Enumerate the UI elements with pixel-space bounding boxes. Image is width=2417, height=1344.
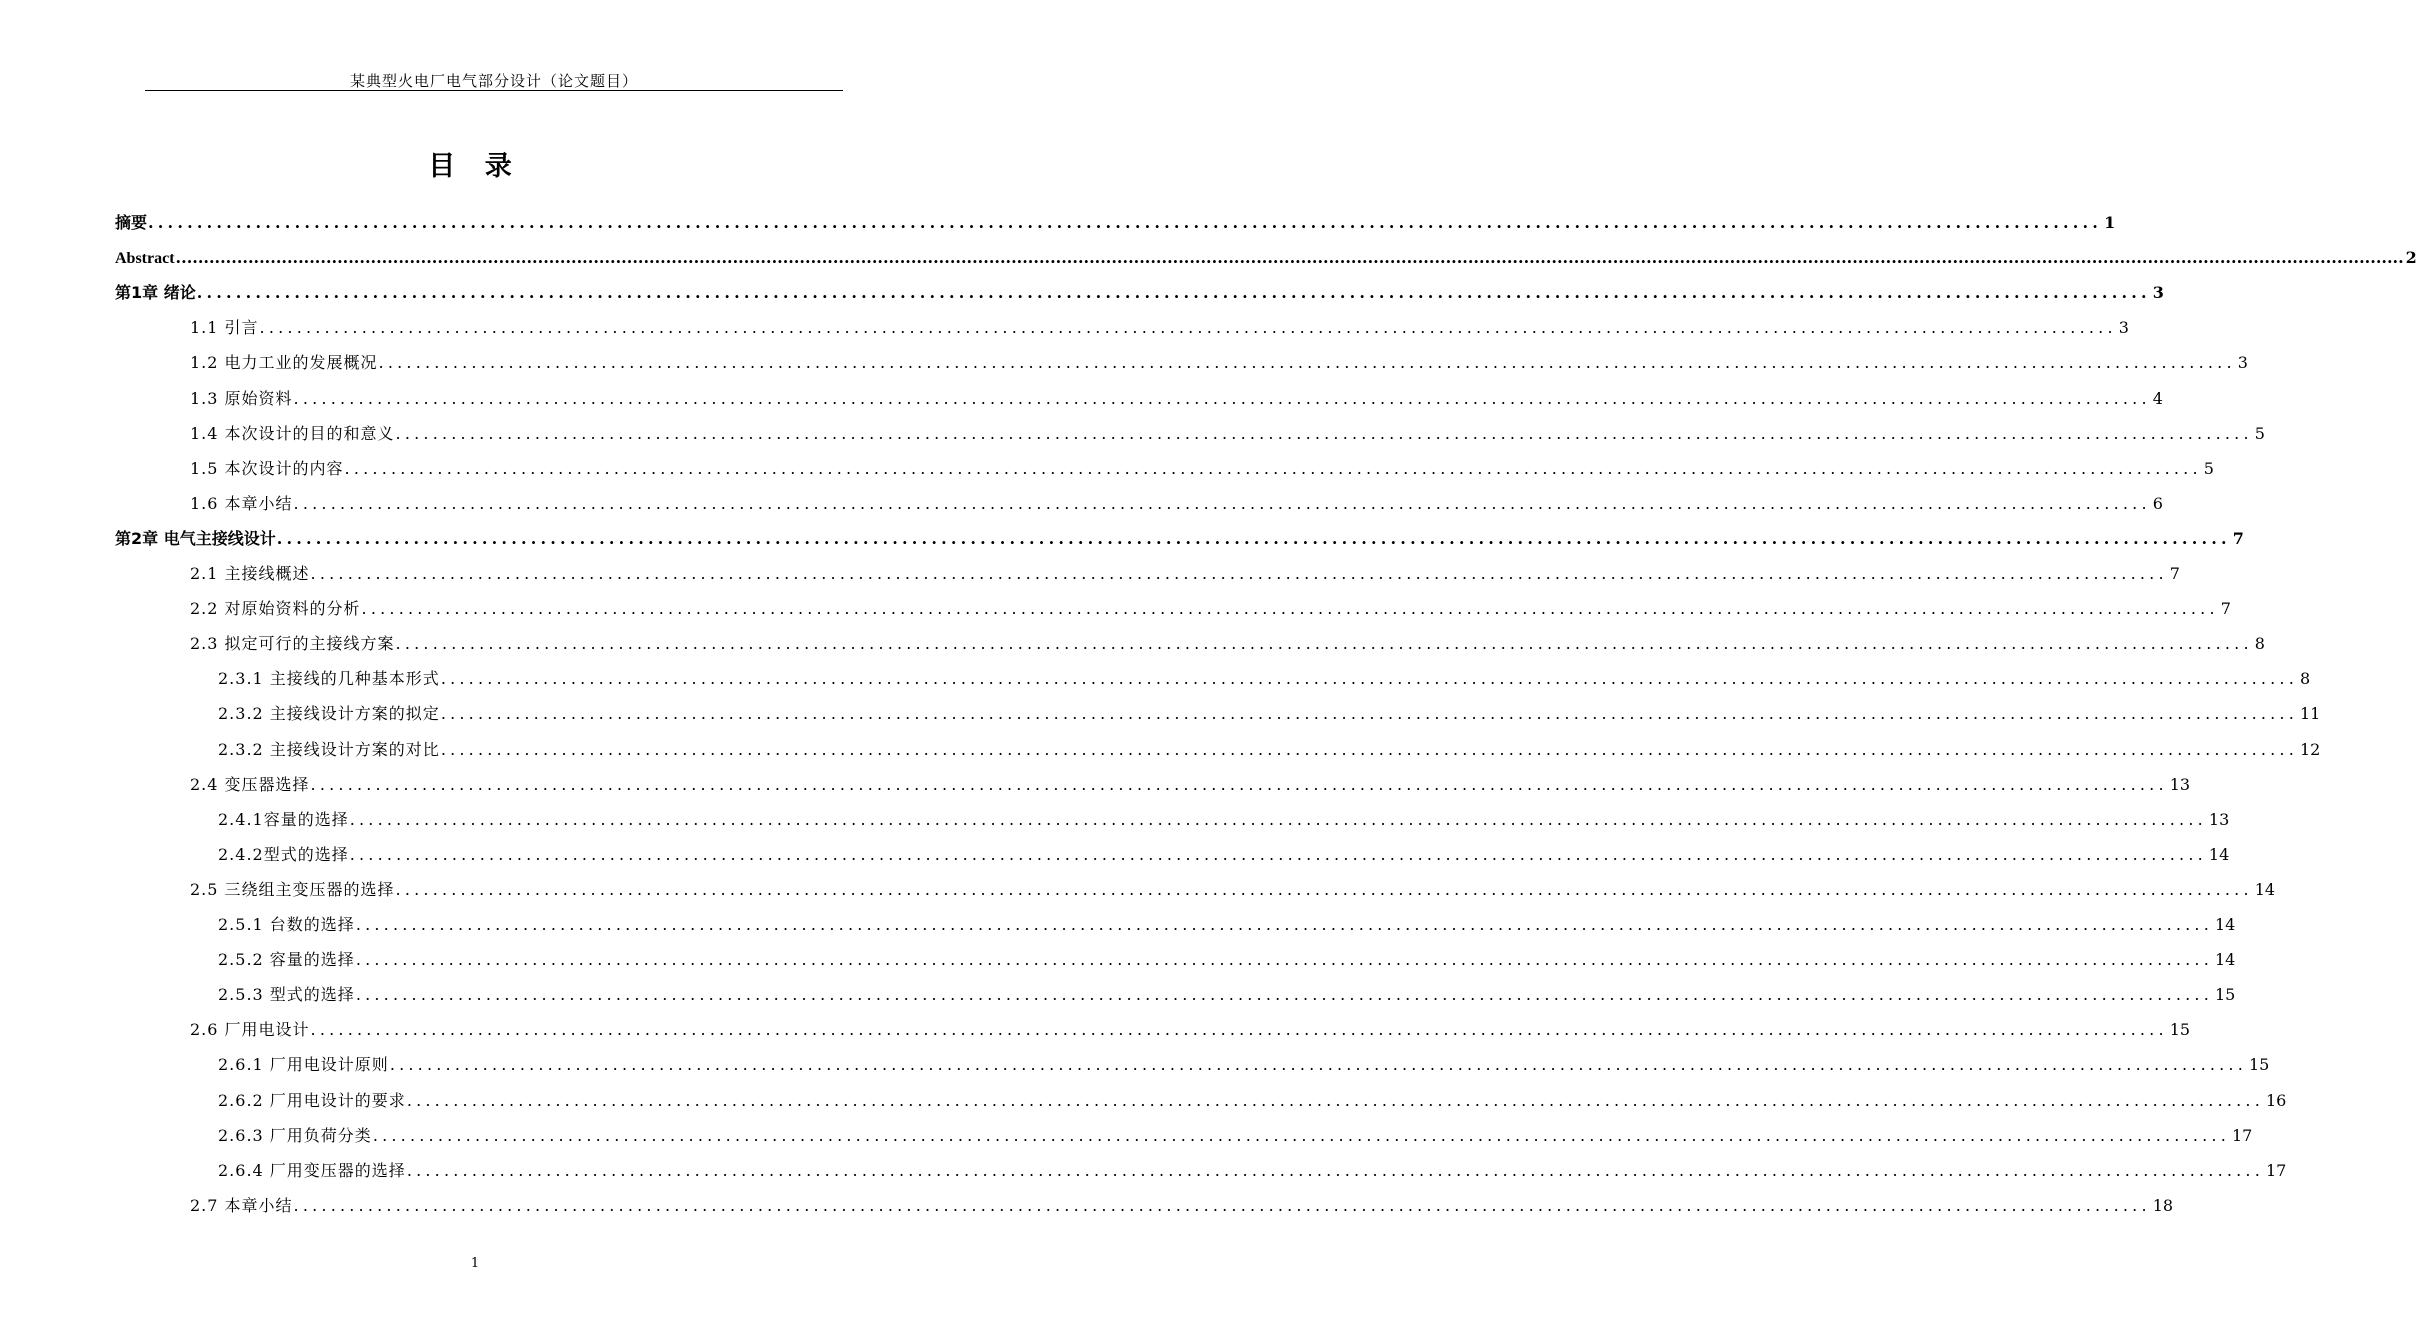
toc-dot-leader: ........................................................................................................................................................................................................: [355, 915, 2213, 934]
toc-page-number: 13: [2169, 774, 2191, 794]
toc-entry-title: 2.1 主接线概述: [190, 564, 310, 583]
toc-entry[interactable]: [218, 701, 2321, 727]
toc-page-number: 7: [2169, 564, 2180, 583]
toc-entry[interactable]: [190, 386, 2163, 412]
toc-entry[interactable]: [218, 842, 2230, 868]
toc-entry-title: 第2章 电气主接线设计: [115, 528, 276, 548]
toc-entry[interactable]: [218, 1123, 2253, 1149]
toc-entry-title: 2.6.2 厂用电设计的要求: [218, 1090, 406, 1110]
toc-dot-leader: ........................................................................................................................................................................................................: [148, 213, 2103, 232]
toc-dot-leader: ........................................................................................................................................................................................................: [259, 318, 2117, 338]
toc-page-number: 15: [2215, 985, 2236, 1005]
toc-dot-leader: ........................................................................................................................................................................................................: [276, 528, 2231, 548]
toc-entry-title: 1.3 原始资料: [190, 388, 293, 408]
toc-dot-leader: ........................................................................................................................................................................................................: [406, 1160, 2264, 1180]
toc-dot-leader: ........................................................................................................................................................................................................: [355, 950, 2213, 970]
toc-entry[interactable]: [115, 280, 2164, 306]
toc-entry[interactable]: [190, 456, 2214, 482]
toc-entry-title: 2.3.2 主接线设计方案的拟定: [218, 704, 440, 724]
toc-dot-leader: ........................................................................................................................................................................................................: [310, 1020, 2168, 1040]
toc-entry-title: 第1章 绪论: [115, 283, 196, 303]
toc-dot-leader: ........................................................................................................................................................................................................: [196, 283, 2151, 303]
toc-page-number: 6: [2152, 493, 2163, 513]
toc-page-number: 16: [2266, 1090, 2287, 1110]
toc-page-number: 7: [2220, 599, 2231, 619]
toc-page-number: 15: [2169, 1020, 2191, 1040]
page-title: 目 录: [428, 151, 522, 182]
toc-entry-title: 2.2 对原始资料的分析: [190, 599, 361, 619]
toc-dot-leader: ........................................................................................................................................................................................................: [378, 353, 2236, 373]
toc-page-number: 8: [2300, 669, 2311, 689]
toc-entry-title: 2.7 本章小结: [190, 1195, 293, 1215]
toc-page-number: 15: [2249, 1055, 2270, 1075]
toc-page-number: 12: [2300, 739, 2321, 759]
toc-entry-title: 2.6.1 厂用电设计原则: [218, 1055, 389, 1075]
toc-entry[interactable]: [218, 912, 2236, 938]
toc-entry-title: 2.3.1 主接线的几种基本形式: [218, 669, 440, 689]
toc-entry-title: 1.4 本次设计的目的和意义: [190, 423, 395, 443]
toc-page-number: 14: [2215, 915, 2236, 934]
toc-entry-title: 2.5.2 容量的选择: [218, 950, 355, 970]
toc-entry[interactable]: [218, 807, 2230, 833]
toc-page-number: 13: [2208, 809, 2230, 829]
toc-entry[interactable]: [190, 1017, 2191, 1043]
toc-dot-leader: ........................................................................................................................................................................................................: [355, 985, 2213, 1005]
toc-entry-title: 2.3.2 主接线设计方案的对比: [218, 739, 440, 759]
toc-entry[interactable]: [190, 1193, 2174, 1219]
toc-entry[interactable]: [190, 491, 2163, 517]
header-divider: [145, 90, 843, 91]
toc-dot-leader: ........................................................................................................................................................................................................: [293, 493, 2151, 513]
toc-dot-leader: ........................................................................................................................................................................................................: [344, 458, 2202, 478]
toc-page-number: 3: [2237, 353, 2248, 373]
toc-dot-leader: ........................................................................................................................................................................................................: [293, 388, 2151, 408]
toc-entry[interactable]: [115, 245, 2417, 271]
toc-dot-leader: ........................................................................................................................................................................................................: [389, 1055, 2247, 1075]
toc-page-number: 5: [2254, 423, 2265, 443]
toc-page-number: 14: [2254, 879, 2276, 899]
toc-dot-leader: ........................................................................................................................................................................................................: [440, 704, 2298, 724]
toc-entry[interactable]: [115, 210, 2116, 236]
toc-entry[interactable]: [190, 877, 2276, 903]
toc-entry[interactable]: [190, 350, 2248, 376]
toc-dot-leader: ........................................................................................................................................................................................................: [395, 634, 2253, 654]
toc-dot-leader: ........................................................................................................................................................................................................: [361, 599, 2219, 619]
toc-dot-leader: ........................................................................................................................................................................................................: [440, 669, 2298, 689]
toc-page-number: 14: [2208, 844, 2230, 864]
toc-entry-title: 2.4.2型式的选择: [218, 844, 349, 864]
toc-page-number: 5: [2203, 458, 2214, 478]
toc-page-number: 3: [2152, 283, 2164, 303]
toc-page-number: 3: [2118, 318, 2129, 338]
toc-entry[interactable]: [218, 737, 2321, 763]
page-number: 1: [470, 1256, 480, 1271]
toc-entry-title: 2.4 变压器选择: [190, 774, 310, 794]
toc-page-number: 14: [2215, 950, 2236, 970]
toc-dot-leader: ........................................................................................................................................................................................................: [440, 739, 2298, 759]
toc-entry-title: Abstract: [115, 250, 175, 268]
toc-entry[interactable]: [190, 772, 2191, 798]
toc-entry[interactable]: [218, 982, 2236, 1008]
toc-dot-leader: ........................................................................................................................................................................................................: [372, 1125, 2230, 1145]
toc-entry-title: 1.5 本次设计的内容: [190, 458, 344, 478]
toc-dot-leader: ........................................................................................................................................................................................................: [395, 879, 2253, 899]
toc-entry-title: 2.6.3 厂用负荷分类: [218, 1125, 372, 1145]
toc-page-number: 17: [2232, 1125, 2253, 1145]
toc-entry[interactable]: [218, 947, 2236, 973]
toc-dot-leader: ........................................................................................................................................................................................................: [310, 774, 2168, 794]
toc-entry[interactable]: [218, 1088, 2287, 1114]
toc-entry-title: 2.3 拟定可行的主接线方案: [190, 634, 395, 654]
toc-entry-title: 1.1 引言: [190, 318, 259, 338]
toc-page-number: 18: [2152, 1195, 2174, 1215]
toc-page-number: 7: [2232, 528, 2244, 548]
toc-entry-title: 1.2 电力工业的发展概况: [190, 353, 378, 373]
toc-entry[interactable]: [190, 315, 2129, 341]
toc-dot-leader: ........................................................................................................................................................................................................: [395, 423, 2253, 443]
toc-page-number: 4: [2152, 388, 2163, 408]
toc-entry[interactable]: [218, 1052, 2270, 1078]
toc-entry[interactable]: [190, 631, 2265, 657]
toc-entry[interactable]: [218, 666, 2311, 692]
toc-dot-leader: ........................................................................................................................................................................................................: [349, 844, 2207, 864]
toc-entry-title: 2.5.1 台数的选择: [218, 915, 355, 934]
toc-entry[interactable]: [190, 596, 2231, 622]
toc-dot-leader: ........................................................................................................................................................................................................: [310, 564, 2168, 583]
toc-entry-title: 2.5.3 型式的选择: [218, 985, 355, 1005]
running-header: 某典型火电厂电气部分设计（论文题目）: [349, 72, 638, 90]
toc-page-number: 11: [2300, 704, 2321, 724]
toc-dot-leader: ........................................................................................................................................................................................................: [349, 809, 2207, 829]
toc-entry[interactable]: [190, 421, 2265, 447]
toc-dot-leader: ........................................................................................................................................................................................................: [406, 1090, 2264, 1110]
toc-page-number: 1: [2104, 213, 2116, 232]
toc-dot-leader: ........................................................................................................................................................................................................: [293, 1195, 2151, 1215]
toc-entry-title: 2.5 三绕组主变压器的选择: [190, 879, 395, 899]
toc-entry-title: 摘要: [115, 213, 148, 232]
toc-entry[interactable]: [218, 1158, 2287, 1184]
toc-entry-title: 1.6 本章小结: [190, 493, 293, 513]
toc-page-number: 8: [2254, 634, 2265, 654]
toc-entry-title: 2.6 厂用电设计: [190, 1020, 310, 1040]
toc-dot-leader: ................................................................................................................................................................................................................................................................................................................................................................................................................: [175, 248, 2404, 268]
toc-entry-title: 2.6.4 厂用变压器的选择: [218, 1160, 406, 1180]
toc-entry[interactable]: [115, 526, 2244, 552]
toc-entry[interactable]: [190, 561, 2180, 587]
toc-page-number: 17: [2266, 1160, 2287, 1180]
toc-page-number: 2: [2405, 248, 2417, 268]
toc-entry-title: 2.4.1容量的选择: [218, 809, 349, 829]
